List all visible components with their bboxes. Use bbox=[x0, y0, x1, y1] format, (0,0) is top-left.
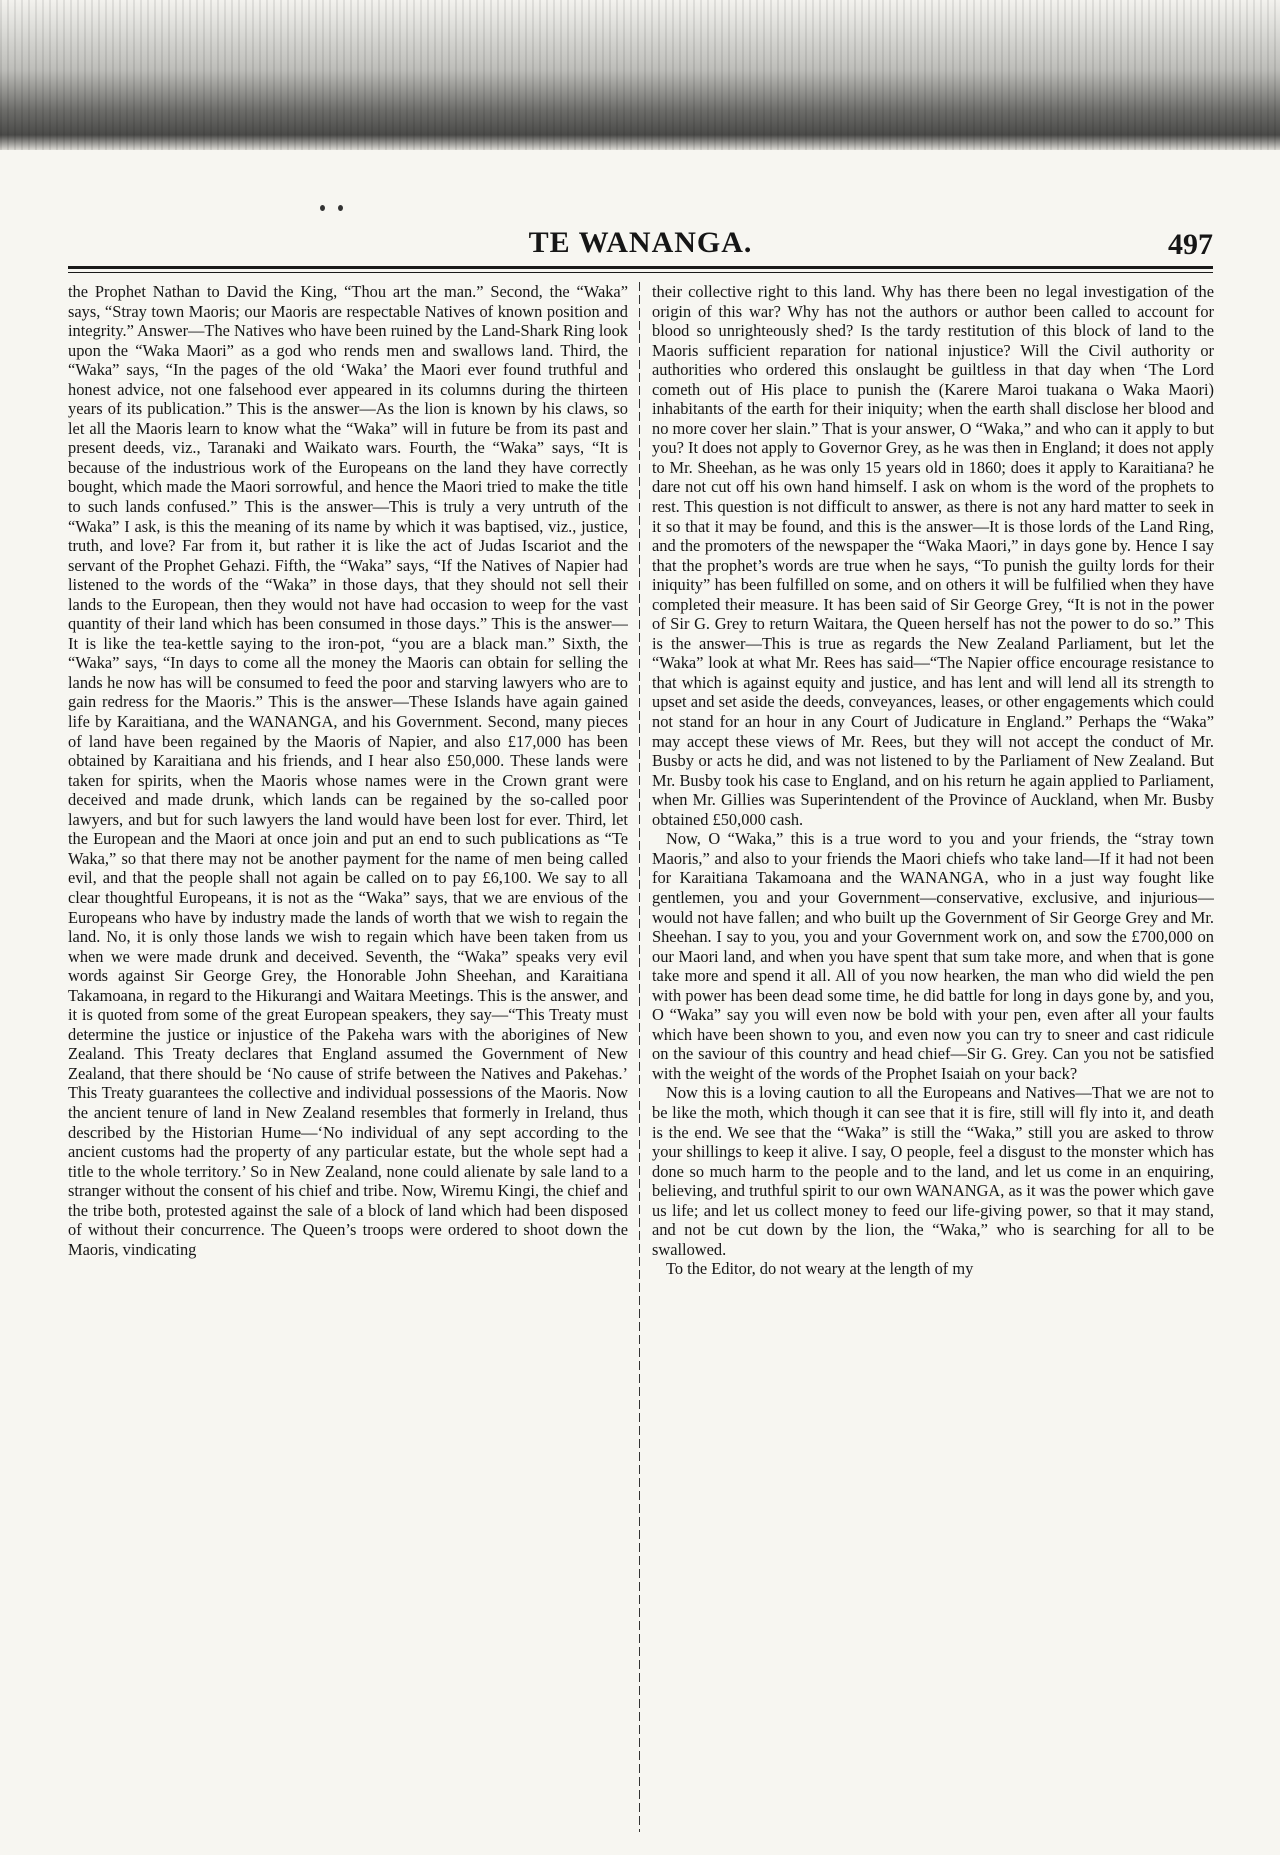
ink-speck bbox=[320, 205, 325, 211]
header-rule-thin bbox=[68, 272, 1213, 273]
header-rule bbox=[68, 266, 1213, 269]
paragraph: Now, O “Waka,” this is a true word to you and your friends, the “stray town Maoris,” and also to your friends the Maori chiefs who take land—If it had not been for Karaitiana Takamoana and the WANANGA, who in a just way fought like gentlemen, you and your Government—conservative, exclusive, and injurious—would not have fallen; and who built up the Government of Sir George Grey and Mr. Sheehan. I say to you, you and your Government work on, and sow the £700,000 on our Maori land, and when you have spent that sum take more, and when that is gone take more and spend it all. All of you now hearken, the man who did wield the pen with power has been dead some time, he did battle for long in days gone by, and you, O “Waka” say you will even now be bold with your pen, even after all your faults which have been shown to you, and even now you can try to sneer and cast ridicule on the saviour of this country and head chief—Sir G. Grey. Can you not be satisfied with the weight of the words of the Prophet Isaiah on your back? bbox=[652, 829, 1214, 1083]
paragraph: To the Editor, do not weary at the length of my bbox=[666, 1259, 974, 1279]
left-column bbox=[68, 282, 628, 1842]
page-header bbox=[68, 222, 1213, 266]
right-column bbox=[652, 282, 1214, 1842]
scan-edge-shadow bbox=[0, 0, 1280, 150]
paragraph: Now this is a loving caution to all the Europeans and Natives—That we are not to be like the moth, which though it can see that it is fire, still will fly into it, and death is the end. We see that the “Waka” is still the “Waka,” still you are asked to throw your shillings to keep it alive. I say, O people, feel a disgust to the monster which has done so much harm to the people and to the land, and let us come in an enquiring, believing, and truthful spirit to our own WANANGA, as it was the power which gave us life; and let us collect money to feed our life-giving power, so that it may stand, and not be cut down by the lion, the “Waka,” who is searching for all to be swallowed. bbox=[652, 1083, 1214, 1259]
column-divider bbox=[639, 282, 640, 1832]
newspaper-title: TE WANANGA. bbox=[528, 226, 753, 259]
page-number: 497 bbox=[1168, 228, 1213, 261]
ink-speck bbox=[338, 205, 343, 211]
paragraph: the Prophet Nathan to David the King, “Thou art the man.” Second, the “Waka” says, “Stray town Maoris; our Maoris are respectable Natives of known position and integrity.” Answer—The Natives who have been ruined by the Land-Shark Ring look upon the “Waka Maori” as a god who rends men and swallows land. Third, the “Waka” says, “In the pages of the old ‘Waka’ the Maori ever found truthful and honest advice, not one falsehood ever appeared in its columns during the thirteen years of its publication.” This is the answer—As the lion is known by his claws, so let all the Maoris learn to know what the “Waka” will in future be from its past and present deeds, viz., Taranaki and Waikato wars. Fourth, the “Waka” says, “It is because of the industrious work of the Europeans on the land they have correctly bought, which made the Maori sorrowful, and hence the Maori tried to make the title to such lands confused.” This is the answer—This is truly a very untruth of the “Waka” I ask, is this the meaning of its name by which it was baptised, viz., justice, truth, and love? Far from it, but rather it is like the act of Judas Iscariot and the servant of the Prophet Gehazi. Fifth, the “Waka” says, “If the Natives of Napier had listened to the words of the “Waka” in those days, that they should not sell their lands to the European, then they would not have had occasion to weep for the vast quantity of their land which has been consumed in those days.” This is the answer—It is like the tea-kettle saying to the iron-pot, “you are a black man.” Sixth, the “Waka” says, “In days to come all the money the Maoris can obtain for selling the lands he now has will be consumed to feed the poor and starving lawyers who are to gain redress for the Maoris.” This is the answer—These Islands have again gained life by Karaitiana, and the WANANGA, and his Government. Second, many pieces of land have been regained by the Maoris of Napier, and also £17,000 has been obtained by Karaitiana and his friends, and I hear also £50,000. These lands were taken for spirits, when the Maoris whose names were in the Crown grant were deceived and made drunk, which lands can be regained by the so-called poor lawyers, and but for such lawyers the land would have been lost for ever. Third, let the European and the Maori at once join and put an end to such publications as “Te Waka,” so that there may not be another payment for the name of men being called evil, and that the people shall not again be called on to pay £6,100. We say to all clear thoughtful Europeans, it is not as the “Waka” says, that we are envious of the Europeans who have by industry made the lands of worth that we wish to regain the land. No, it is only those lands we wish to regain which have been taken from us when we were made drunk and deceived. Seventh, the “Waka” speaks very evil words against Sir George Grey, the Honorable John Sheehan, and Karaitiana Takamoana, in regard to the Hikurangi and Waitara Meetings. This is the answer, and it is quoted from some of the great European speakers, they say—“This Treaty must determine the justice or injustice of the Pakeha wars with the aborigines of New Zealand. This Treaty declares that England assumed the Government of New Zealand, that there should be ‘No cause of strife between the Natives and Pakehas.’ This Treaty guarantees the collective and individual possessions of the Maoris. Now the ancient tenure of land in New Zealand resembles that formerly in Ireland, thus described by the Historian Hume—‘No individual of any sept according to the ancient customs had the property of any particular estate, but the whole sept had a title to the whole territory.’ So in New Zealand, none could alienate by sale land to a stranger without the consent of his chief and tribe. Now, Wiremu Kingi, the chief and the tribe both, protested against the sale of a block of land which had been disposed of without their concurrence. The Queen’s troops were ordered to shoot down the Maoris, vindicating bbox=[68, 282, 628, 1259]
paragraph: their collective right to this land. Why has there been no legal investigation of the origin of this war? Why has not the authors or author been called to account for blood so unrighteously shed? Is the tardy restitution of this block of land to the Maoris sufficient reparation for national injustice? Will the Civil authority or authorities who ordered this onslaught be guiltless in that day when ‘The Lord cometh out of His place to punish the (Karere Maroi tuakana o Waka Maori) inhabitants of the earth for their iniquity; when the earth shall disclose her blood and no more cover her slain.” That is your answer, O “Waka,” and who can it apply to but you? It does not apply to Governor Grey, as he was then in England; it does not apply to Mr. Sheehan, as he was only 15 years old in 1860; does it apply to Karaitiana? he dare not cut off his own hand himself. I ask on whom is the word of the prophets to rest. This question is not difficult to answer, as there is not any hard matter to seek in it so that it may be found, and this is the answer—It is those lords of the Land Ring, and the promoters of the newspaper the “Waka Maori,” in days gone by. Hence I say that the prophet’s words are true when he says, “To punish the guilty lords for their iniquity” has been fulfilled on some, and on others it will be fulfilied when they have completed their measure. It has been said of Sir George Grey, “It is not in the power of Sir G. Grey to return Waitara, the Queen herself has not the power to do so.” This is the answer—This is true as regards the New Zealand Parliament, but let the “Waka” look at what Mr. Rees has said—“The Napier office encourage resistance to that which is against equity and justice, and has lent and will lend all its strength to upset and set aside the deeds, conveyances, leases, or other engagements which could not stand for an hour in any Court of Judicature in England.” Perhaps the “Waka” may accept these views of Mr. Rees, but they will not accept the conduct of Mr. Busby or acts he did, and was not listened to by the Parliament of New Zealand. But Mr. Busby took his case to England, and on his return he again applied to Parliament, when Mr. Gillies was Superintendent of the Province of Auckland, when Mr. Busby obtained £50,000 cash. bbox=[652, 282, 1214, 829]
